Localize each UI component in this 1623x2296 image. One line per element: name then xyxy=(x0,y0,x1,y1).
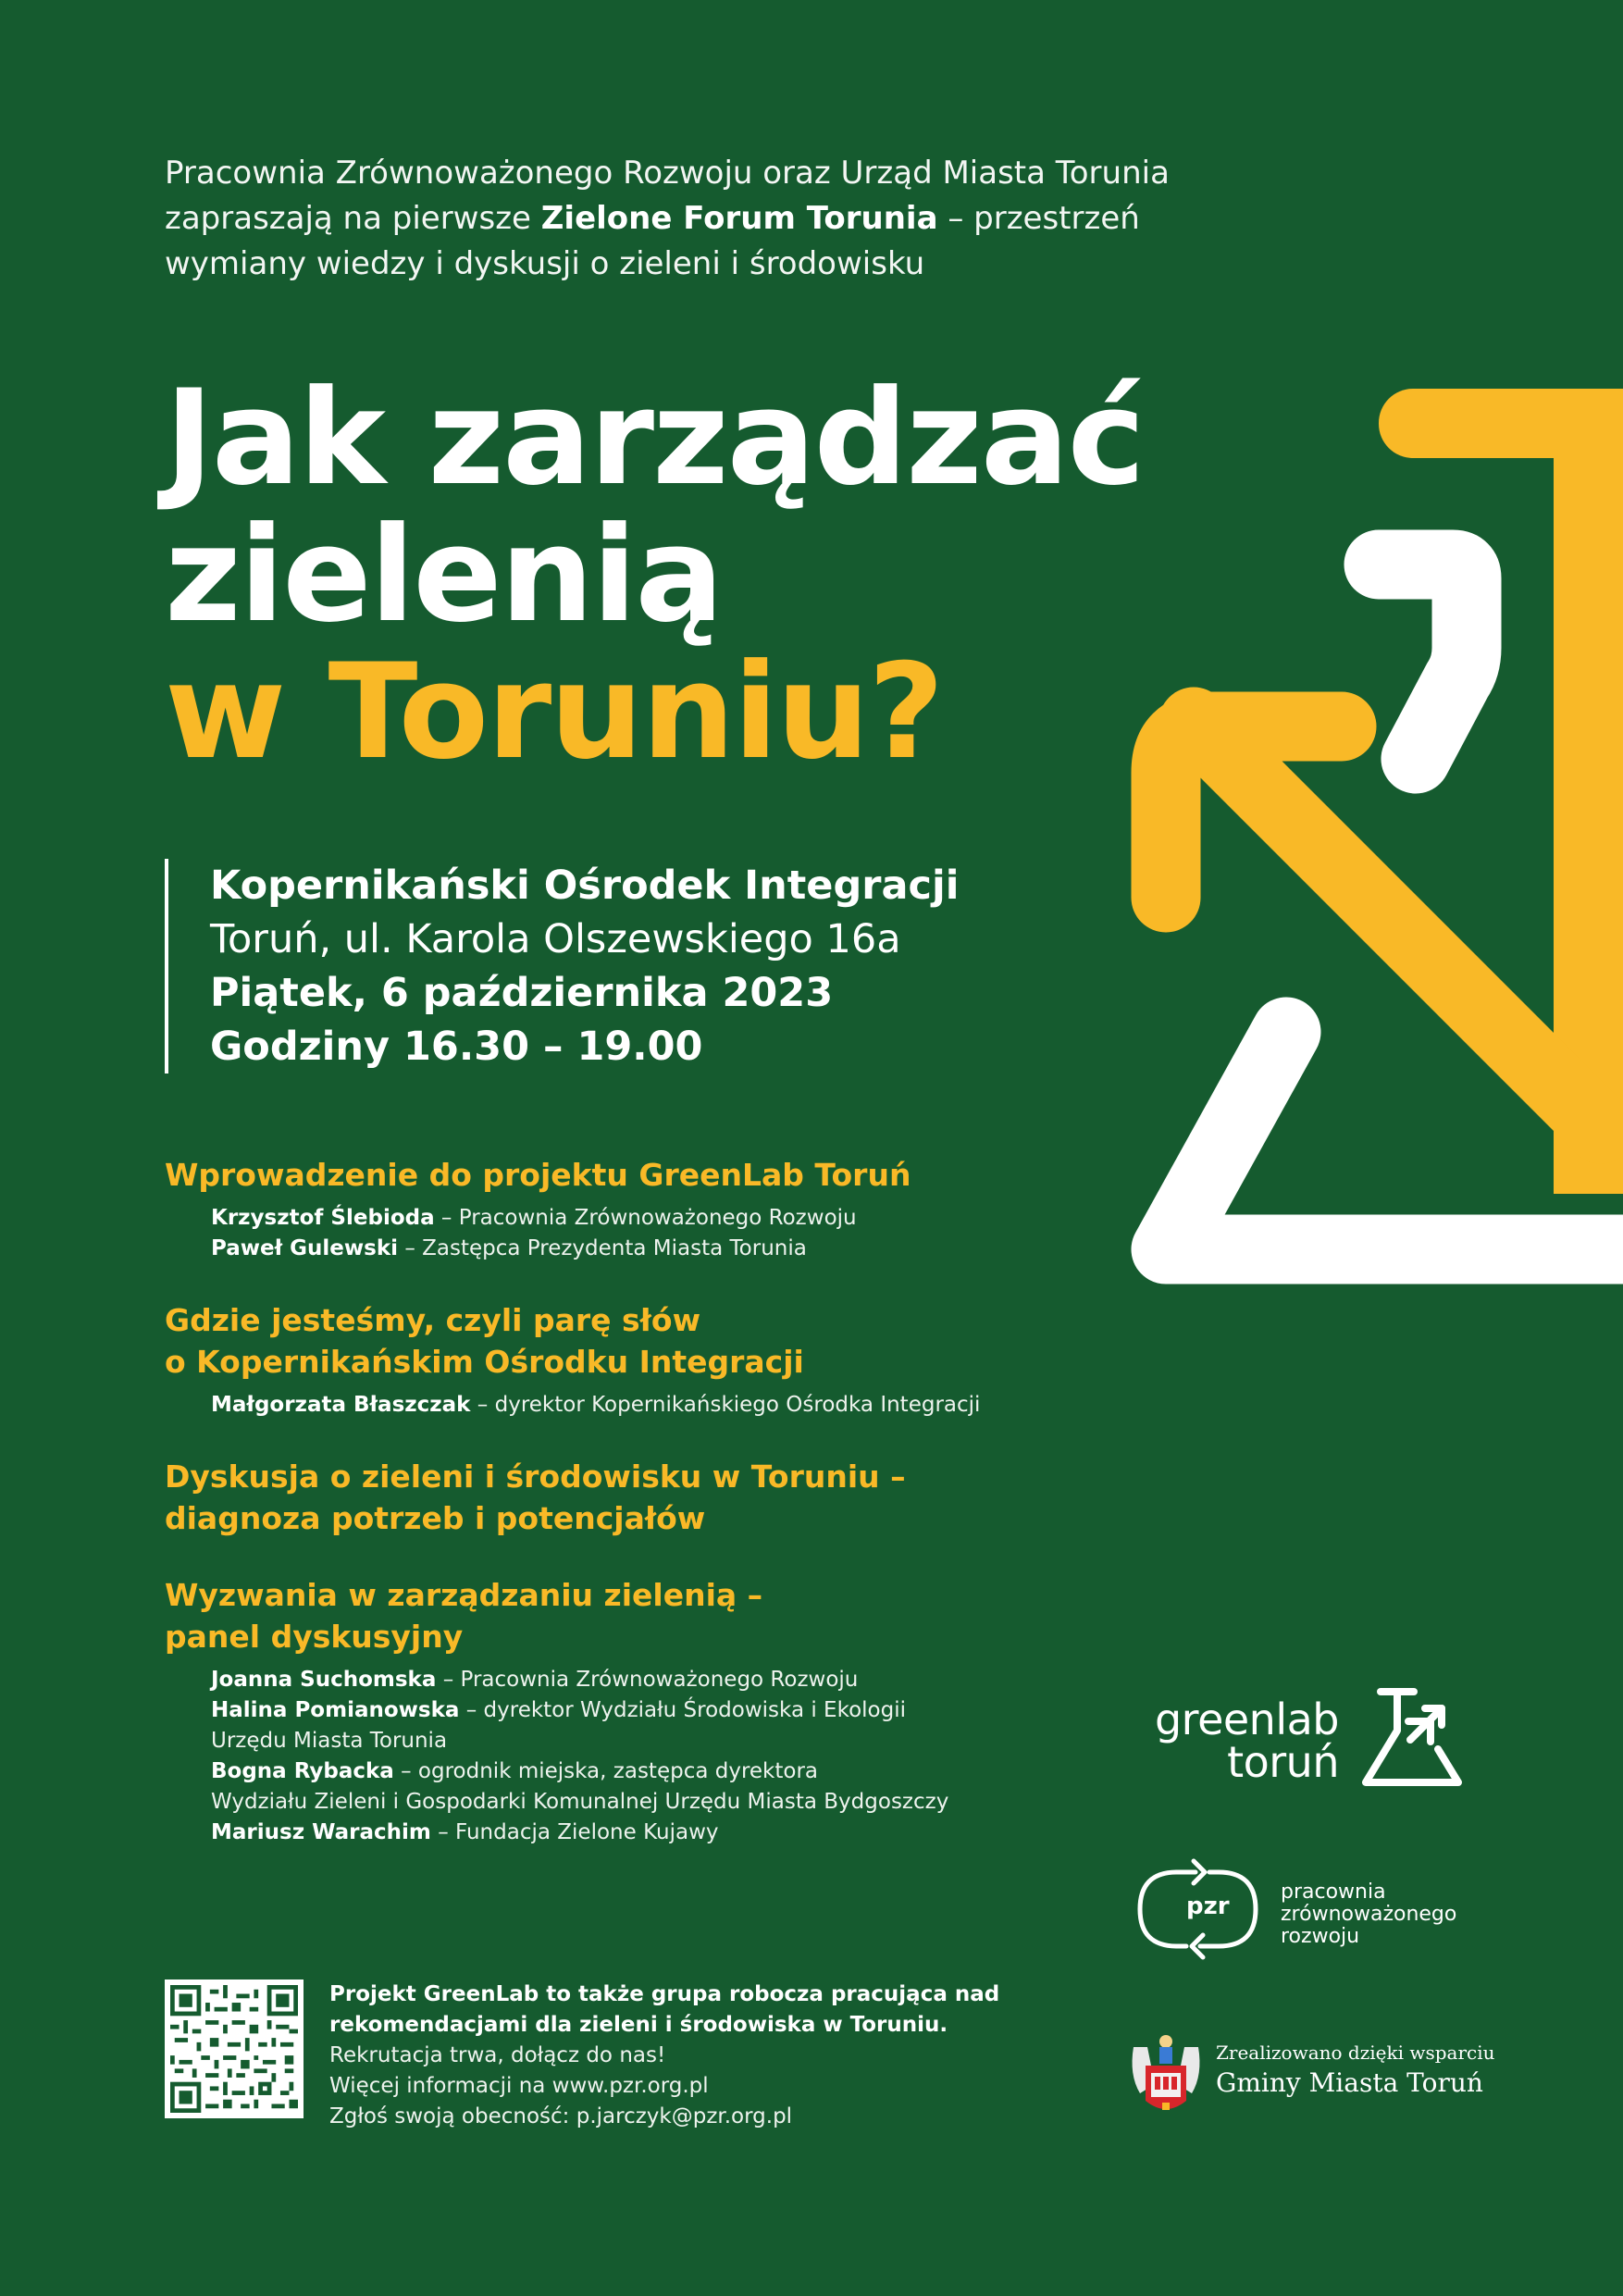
speaker xyxy=(211,1695,1090,1756)
speaker-role: – Pracownia Zrównoważonego Rozwoju xyxy=(434,1206,857,1230)
website-link[interactable]: Więcej informacji na www.pzr.org.pl xyxy=(329,2074,709,2098)
recruitment-line-3: Rekrutacja trwa, dołącz do nas! xyxy=(329,2043,666,2067)
speaker-role: – ogrodnik miejska, zastępca dyrektora xyxy=(393,1759,819,1783)
torun-sponsor-logo xyxy=(1129,2027,1499,2128)
speaker-role: – Pracownia Zrównoważonego Rozwoju xyxy=(436,1668,859,1692)
speaker xyxy=(211,1818,1090,1848)
speaker-name: Krzysztof Ślebioda xyxy=(211,1206,435,1230)
section-title xyxy=(165,1574,1090,1657)
agenda-section xyxy=(165,1574,1090,1848)
venue-name: Kopernikański Ośrodek Integracji xyxy=(210,863,960,909)
speaker xyxy=(211,1234,1090,1264)
section-title-line: o Kopernikańskim Ośrodku Integracji xyxy=(165,1344,804,1380)
section-title-line: panel dyskusyjny xyxy=(165,1619,464,1655)
speaker xyxy=(211,1665,1090,1695)
qr-code-image xyxy=(170,1985,298,2113)
email-link[interactable]: Zgłoś swoją obecność: p.jarczyk@pzr.org.pl xyxy=(329,2104,793,2128)
greenlab-word-1: greenlab xyxy=(1154,1694,1339,1744)
recruitment-line-1: Projekt GreenLab to także grupa robocza pracująca nad xyxy=(329,1982,1000,2006)
forum-name: Zielone Forum Torunia xyxy=(540,200,938,237)
agenda-section xyxy=(165,1456,1090,1539)
speaker-list xyxy=(211,1665,1090,1848)
section-title-line: Wprowadzenie do projektu GreenLab Toruń xyxy=(165,1157,911,1193)
recruitment-text xyxy=(329,1980,1033,2132)
flask-icon xyxy=(1360,1684,1467,1791)
speaker-name: Joanna Suchomska xyxy=(211,1668,437,1692)
speaker xyxy=(211,1203,1090,1234)
speaker-list xyxy=(211,1203,1090,1264)
greenlab-wordmark xyxy=(1131,1694,1339,1787)
speaker-role-cont: Wydziału Zieleni i Gospodarki Komunalnej Urzędu Miasta Bydgoszczy xyxy=(211,1790,949,1814)
venue-address: Toruń, ul. Karola Olszewskiego 16a xyxy=(210,916,901,962)
greenlab-logo xyxy=(1129,1680,1462,1791)
section-title-line: diagnoza potrzeb i potencjałów xyxy=(165,1500,706,1536)
agenda xyxy=(165,1154,1090,1883)
section-title-line: Wyzwania w zarządzaniu zielenią – xyxy=(165,1577,763,1613)
agenda-section xyxy=(165,1299,1090,1421)
speaker-name: Mariusz Warachim xyxy=(211,1820,431,1844)
pzr-word-2: zrównoważonego xyxy=(1281,1903,1457,1926)
section-title-line: Dyskusja o zieleni i środowisku w Toruniu – xyxy=(165,1458,906,1495)
qr-code[interactable] xyxy=(165,1980,304,2118)
event-hours: Godziny 16.30 – 19.00 xyxy=(210,1024,703,1070)
section-title-line: Gdzie jesteśmy, czyli parę słów xyxy=(165,1302,701,1338)
headline-line-3: w Toruniu? xyxy=(165,636,943,788)
intro-line-3: wymiany wiedzy i dyskusji o zieleni i środowisku xyxy=(165,245,925,282)
section-title xyxy=(165,1299,1090,1383)
recruitment-line-2: rekomendacjami dla zieleni i środowiska w Toruniu. xyxy=(329,2013,948,2037)
pzr-logo xyxy=(1131,1855,1501,1967)
speaker-role-cont: Urzędu Miasta Torunia xyxy=(211,1729,448,1753)
headline xyxy=(165,362,1183,788)
sponsor-caption: Zrealizowano dzięki wsparciu xyxy=(1216,2042,1495,2064)
speaker-name: Halina Pomianowska xyxy=(211,1698,460,1722)
torun-crest-icon xyxy=(1129,2029,1203,2121)
greenlab-word-2: toruń xyxy=(1227,1737,1339,1787)
speaker-role: – dyrektor Wydziału Środowiska i Ekologii xyxy=(459,1698,906,1722)
arrows-graphic xyxy=(1110,352,1623,1333)
event-date: Piątek, 6 października 2023 xyxy=(210,970,834,1016)
speaker-name: Bogna Rybacka xyxy=(211,1759,394,1783)
speaker-role: – Zastępca Prezydenta Miasta Torunia xyxy=(398,1236,807,1260)
pzr-short-label: pzr xyxy=(1186,1893,1230,1920)
pzr-word-3: rozwoju xyxy=(1281,1925,1360,1948)
agenda-section xyxy=(165,1154,1090,1264)
speaker-list xyxy=(211,1390,1090,1421)
intro-line-1: Pracownia Zrównoważonego Rozwoju oraz Urząd Miasta Torunia xyxy=(165,155,1170,192)
speaker xyxy=(211,1390,1090,1421)
headline-line-2: zielenią xyxy=(165,499,723,652)
speaker-role: – Fundacja Zielone Kujawy xyxy=(430,1820,719,1844)
pzr-word-1: pracownia xyxy=(1281,1880,1386,1904)
intro-line-2-pre: zapraszają na pierwsze xyxy=(165,200,541,237)
white-hook xyxy=(1379,565,1467,759)
speaker xyxy=(211,1756,1090,1818)
section-title xyxy=(165,1154,1090,1196)
speaker-role: – dyrektor Kopernikańskiego Ośrodka Integracji xyxy=(470,1393,981,1417)
headline-line-1: Jak zarządzać xyxy=(165,362,1144,515)
sponsor-name: Gminy Miasta Toruń xyxy=(1216,2067,1483,2098)
pzr-wordmark xyxy=(1281,1881,1456,1948)
speaker-name: Paweł Gulewski xyxy=(211,1236,399,1260)
speaker-name: Małgorzata Błaszczak xyxy=(211,1393,471,1417)
venue-block xyxy=(165,859,959,1074)
section-title xyxy=(165,1456,1090,1539)
intro-line-2-post: – przestrzeń xyxy=(937,200,1140,237)
intro-text xyxy=(165,151,1229,287)
